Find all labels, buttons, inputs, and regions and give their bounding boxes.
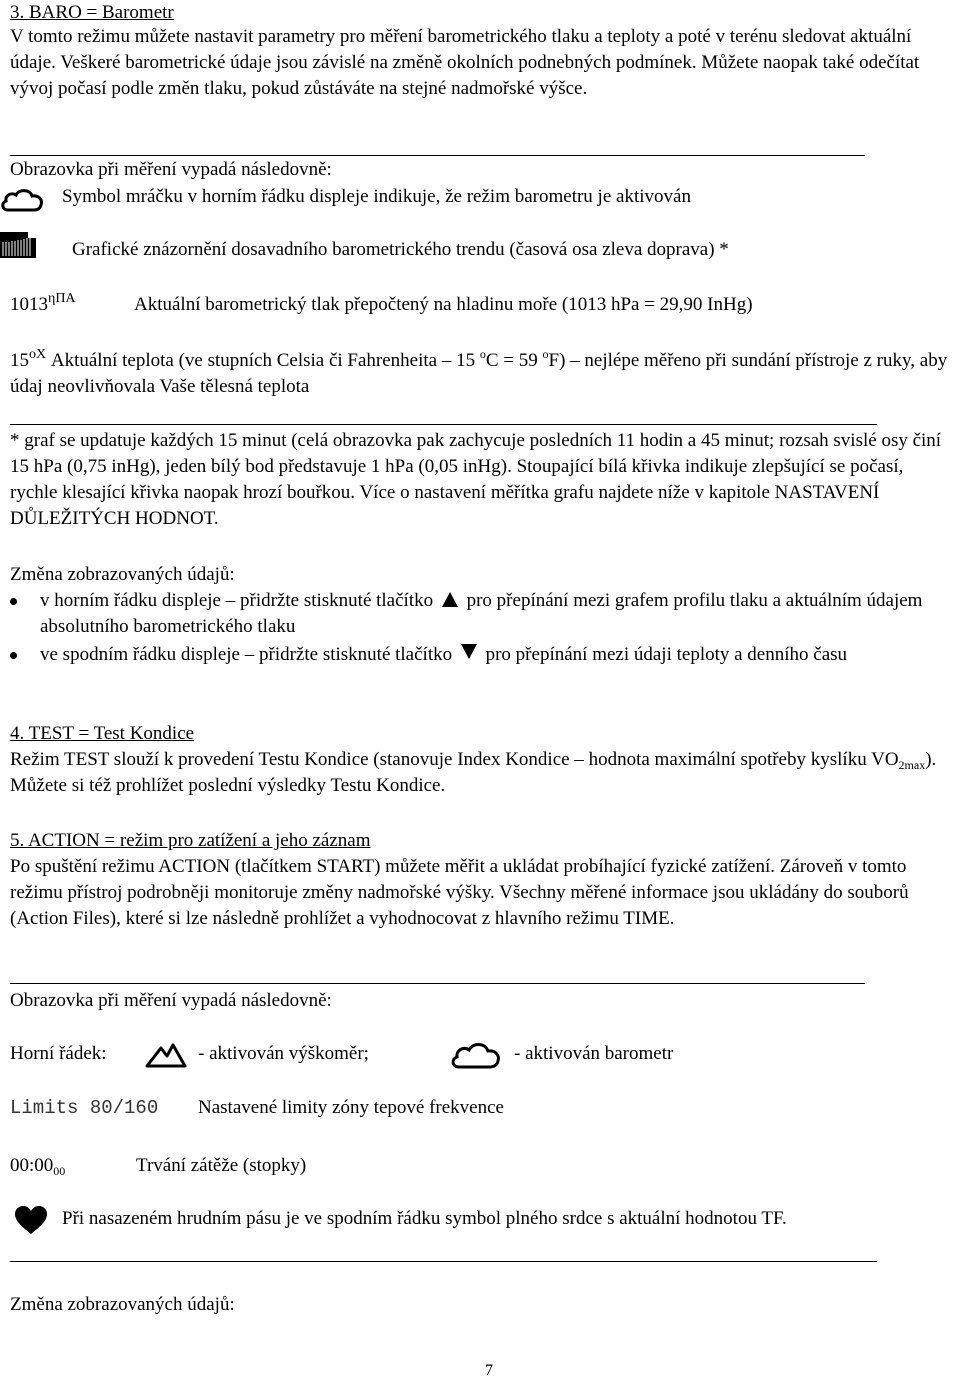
section-5-paragraph: Po spuštění režimu ACTION (tlačítkem START) můžete měřit a ukládat probíhající fyzické zatížení. Zároveň v tomto režimu přístroj podrobněji monitoruje změny nadmořské výšky. Všechny měřené informace jsou ukládány do souborů (Action Files), které si lze následně prohlížet a vyhodnocovat z hlavního režimu TIME. <box>10 856 909 929</box>
graph-description: Grafické znázornění dosavadního barometrického trendu (časová osa zleva doprava) * <box>72 239 729 260</box>
section-3-paragraph: V tomto režimu můžete nastavit parametry pro měření barometrického tlaku a teploty a poté v terénu sledovat aktuální údaje. Veškeré barometrické údaje jsou závislé na změně okolních podnebných podmínek. Můžete naopak také odečítat vývoj počasí podle změn tlaku, pokud zůstáváte na stejné nadmořské výšce. <box>10 26 920 99</box>
bullet-icon <box>10 598 17 605</box>
change-display-label: Změna zobrazovaných údajů: <box>10 1294 235 1315</box>
temperature-text: Aktuální teplota (ve stupních Celsia či Fahrenheita – 15 <box>46 350 480 371</box>
pressure-unit: ηΠΑ <box>48 291 76 306</box>
cloud-description: Symbol mráčku v horním řádku displeje indikuje, že režim barometru je aktivován <box>62 186 691 207</box>
temperature-value: 15 <box>10 350 29 371</box>
paragraph-text: ). Můžete si též prohlížet poslední výsledky Testu Kondice. <box>10 749 937 796</box>
heart-icon <box>14 1205 48 1235</box>
stopwatch-subvalue: 00 <box>53 1164 66 1178</box>
limits-display <box>10 1095 200 1121</box>
list-item <box>10 642 954 694</box>
degree-sign: o <box>542 347 549 361</box>
divider <box>10 983 865 984</box>
subscript: 2max <box>898 758 926 772</box>
list-item <box>10 588 954 640</box>
limits-description: Nastavené limity zóny tepové frekvence <box>198 1097 504 1118</box>
down-arrow-icon <box>461 644 477 659</box>
top-row-label: Horní řádek: <box>10 1043 107 1064</box>
divider <box>10 424 877 425</box>
cloud-icon <box>450 1040 502 1070</box>
stopwatch-description: Trvání zátěže (stopky) <box>136 1155 307 1176</box>
limits-display-text: Limits 80/160 <box>10 1097 159 1119</box>
bullet-text: pro přepínání mezi grafem profilu tlaku a aktuálním údajem absolutního barometrického tlaku <box>40 590 923 637</box>
screen-label: Obrazovka při měření vypadá následovně: <box>10 159 332 180</box>
section-4-paragraph <box>10 747 954 799</box>
page-number: 7 <box>485 1362 493 1379</box>
bullet-icon <box>10 652 17 659</box>
change-display-label: Změna zobrazovaných údajů: <box>10 564 235 585</box>
divider <box>10 155 865 156</box>
temperature-unit: οΧ <box>29 347 47 362</box>
screen-label: Obrazovka při měření vypadá následovně: <box>10 990 332 1011</box>
bullet-text: ve spodním řádku displeje – přidržte stisknuté tlačítko <box>40 644 453 665</box>
temperature-paragraph <box>10 348 954 400</box>
graph-footnote: * graf se updatuje každých 15 minut (celá obrazovka pak zachycuje posledních 11 hodin a 45 minut; rozsah svislé osy činí 15 hPa (0,75 inHg), jeden bílý bod představuje 1 hPa (0,05 inHg). Stoupající bílá křivka indikuje zlepšující se počasí, rychle klesající křivka naopak hrozí bouřkou. Více o nastavení měřítka grafu najdete níže v kapitole NASTAVENÍ DŮLEŽITÝCH HODNOT. <box>10 430 942 529</box>
barometer-trend-graph-icon <box>0 230 36 260</box>
temperature-text: F) – nejlépe měřeno při sundání přístroje z ruky, aby údaj neovlivňovala Vaše tělesná teplota <box>10 350 948 397</box>
bullet-text: pro přepínání mezi údaji teploty a denního času <box>485 644 848 665</box>
divider <box>10 1261 877 1262</box>
section-5-heading: 5. ACTION = režim pro zatížení a jeho záznam <box>10 830 371 851</box>
pressure-value: 1013 <box>10 294 48 315</box>
section-4-heading: 4. TEST = Test Kondice <box>10 723 195 744</box>
mountain-icon <box>145 1039 187 1069</box>
pressure-description: Aktuální barometrický tlak přepočtený na hladinu moře (1013 hPa = 29,90 InHg) <box>134 294 753 315</box>
degree-sign: o <box>479 347 486 361</box>
stopwatch-value: 00:00 <box>10 1155 54 1176</box>
section-3-heading: 3. BARO = Barometr <box>10 2 174 23</box>
paragraph-text: Režim TEST slouží k provedení Testu Kondice (stanovuje Index Kondice – hodnota maximální spotřeby kyslíku VO <box>10 749 899 770</box>
cloud-icon <box>0 187 44 213</box>
barometer-text: - aktivován barometr <box>514 1043 674 1064</box>
bullet-text: v horním řádku displeje – přidržte stisknuté tlačítko <box>40 590 434 611</box>
altimeter-text: - aktivován výškoměr; <box>198 1043 369 1064</box>
pressure-display <box>10 292 130 318</box>
stopwatch-display <box>10 1153 130 1179</box>
temperature-text: C = 59 <box>485 350 543 371</box>
heart-description: Při nasazeném hrudním pásu je ve spodním řádku symbol plného srdce s aktuální hodnotou TF. <box>62 1208 787 1229</box>
up-arrow-icon <box>442 592 458 607</box>
